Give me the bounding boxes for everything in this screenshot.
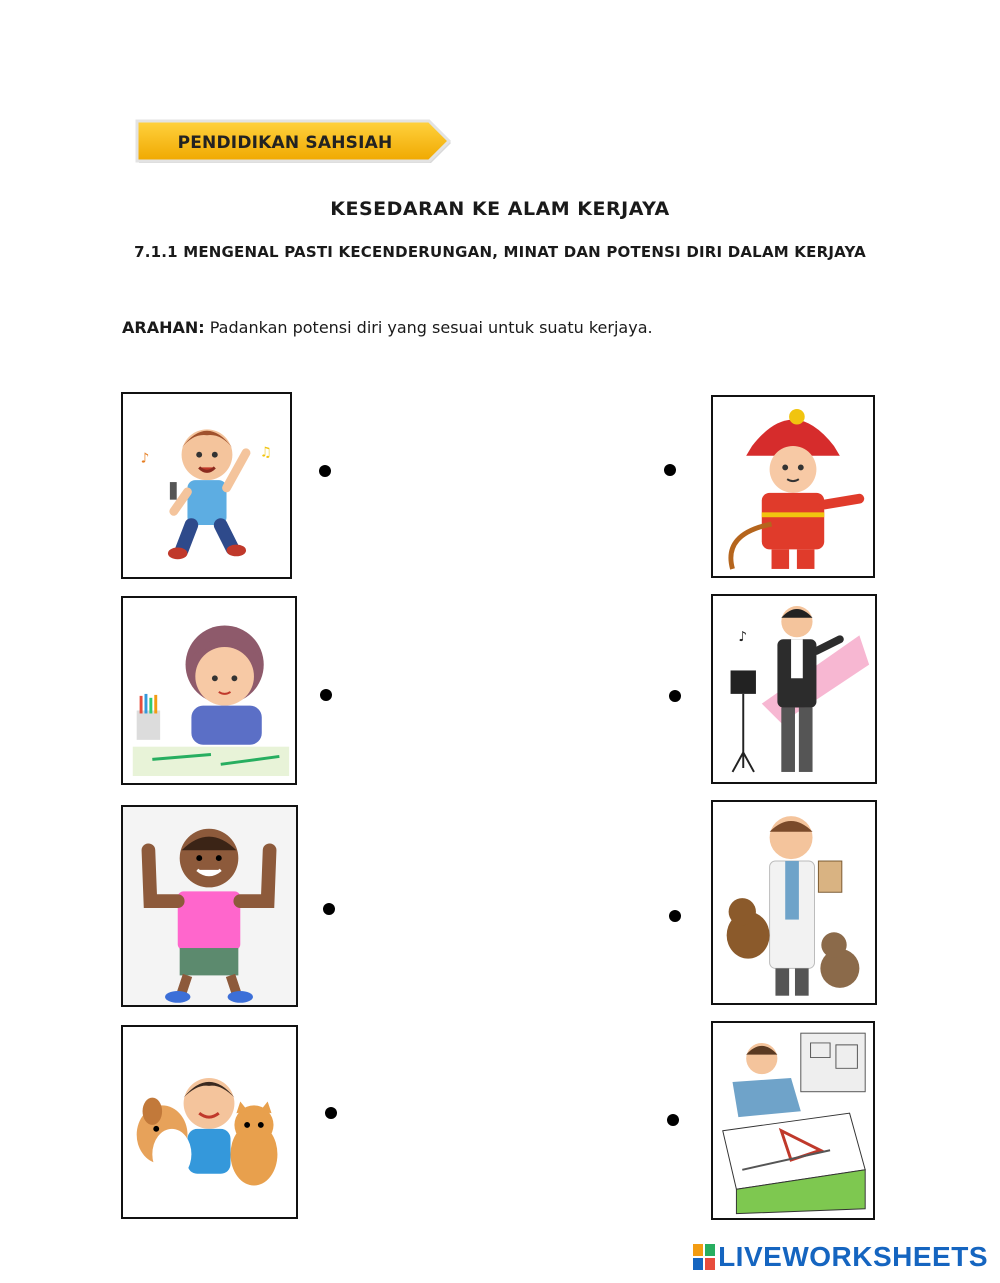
right-match-dot-2[interactable]	[669, 690, 681, 702]
instruction	[122, 318, 653, 337]
right-match-dot-4[interactable]	[667, 1114, 679, 1126]
page-subtitle: 7.1.1 MENGENAL PASTI KECENDERUNGAN, MINAT DAN POTENSI DIRI DALAM KERJAYA	[134, 243, 866, 261]
liveworksheets-mark-icon	[693, 1244, 715, 1270]
right-card-3[interactable]	[711, 800, 877, 1005]
logo-text: LIVEWORKSHEETS	[718, 1241, 988, 1272]
svg-text:♪: ♪	[738, 629, 748, 646]
left-card-1[interactable]	[121, 392, 292, 579]
right-card-1[interactable]	[711, 395, 875, 578]
left-match-dot-3[interactable]	[323, 903, 335, 915]
singing-boy-icon	[123, 394, 290, 577]
instruction-text: Padankan potensi diri yang sesuai untuk suatu kerjaya.	[204, 318, 653, 337]
section-banner	[135, 119, 455, 167]
right-match-dot-3[interactable]	[669, 910, 681, 922]
drawing-girl-icon	[123, 598, 295, 783]
svg-text:♪: ♪	[140, 450, 150, 467]
right-card-4[interactable]	[711, 1021, 875, 1220]
liveworksheets-logo	[693, 1241, 988, 1273]
veterinarian-icon	[713, 802, 875, 1003]
instruction-label: ARAHAN:	[122, 318, 205, 337]
left-card-2[interactable]	[121, 596, 297, 785]
svg-text:♫: ♫	[259, 444, 272, 461]
banner-label: PENDIDIKAN SAHSIAH	[177, 133, 393, 153]
left-match-dot-1[interactable]	[319, 465, 331, 477]
right-card-2[interactable]	[711, 594, 877, 784]
strong-boy-icon	[123, 807, 296, 1005]
singer-icon	[713, 596, 875, 782]
left-match-dot-4[interactable]	[325, 1107, 337, 1119]
left-match-dot-2[interactable]	[320, 689, 332, 701]
left-card-3[interactable]	[121, 805, 298, 1007]
boy-with-pets-icon	[123, 1027, 296, 1217]
page-title: KESEDARAN KE ALAM KERJAYA	[330, 198, 670, 220]
architect-icon	[713, 1023, 873, 1218]
firefighter-icon	[713, 397, 873, 576]
right-match-dot-1[interactable]	[664, 464, 676, 476]
left-card-4[interactable]	[121, 1025, 298, 1219]
